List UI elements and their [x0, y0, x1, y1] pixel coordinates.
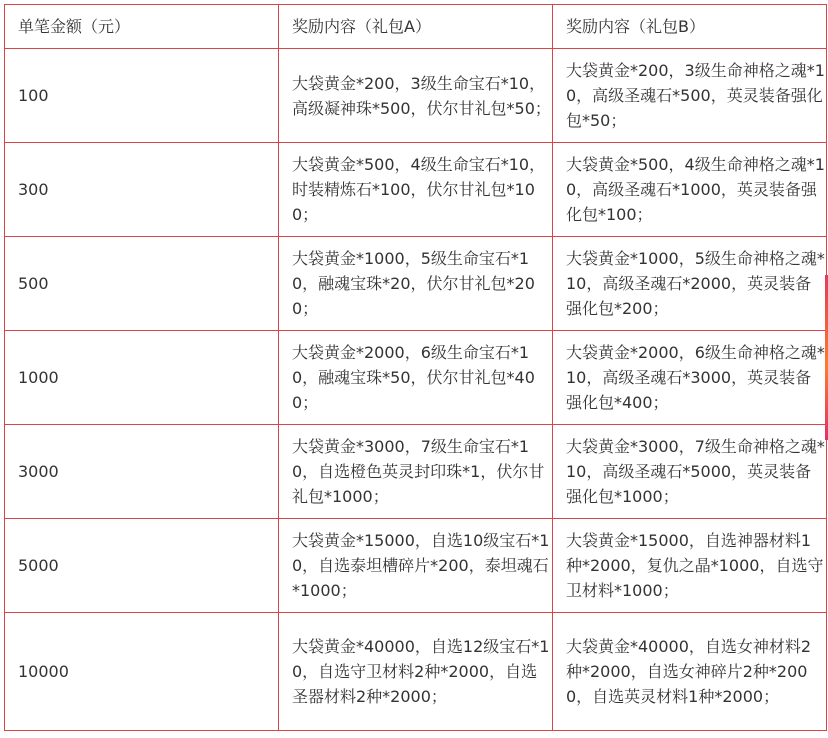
table-row [5, 331, 827, 425]
table-row [5, 425, 827, 519]
pack-b-cell: 大袋黄金*1000，5级生命神格之魂*10，高级圣魂石*2000，英灵装备强化包*200； [553, 237, 827, 331]
amount-cell: 5000 [5, 519, 279, 613]
pack-a-cell: 大袋黄金*500，4级生命宝石*10，时装精炼石*100，伏尔甘礼包*100； [279, 143, 553, 237]
pack-a-cell: 大袋黄金*200，3级生命宝石*10，高级凝神珠*500，伏尔甘礼包*50； [279, 49, 553, 143]
pack-b-cell: 大袋黄金*200，3级生命神格之魂*10，高级圣魂石*500，英灵装备强化包*50； [553, 49, 827, 143]
table-header-row [5, 5, 827, 49]
reward-table [4, 4, 827, 731]
table-row [5, 519, 827, 613]
pack-a-cell: 大袋黄金*15000，自选10级宝石*10，自选泰坦槽碎片*200，泰坦魂石*1000； [279, 519, 553, 613]
table-row [5, 613, 827, 731]
amount-cell: 10000 [5, 613, 279, 731]
pack-b-cell: 大袋黄金*2000，6级生命神格之魂*10，高级圣魂石*3000，英灵装备强化包*400； [553, 331, 827, 425]
table-row [5, 143, 827, 237]
pack-a-cell: 大袋黄金*1000，5级生命宝石*10，融魂宝珠*20，伏尔甘礼包*200； [279, 237, 553, 331]
table-row [5, 49, 827, 143]
pack-b-cell: 大袋黄金*3000，7级生命神格之魂*10，高级圣魂石*5000，英灵装备强化包*1000； [553, 425, 827, 519]
header-amount: 单笔金额（元） [5, 5, 279, 49]
amount-cell: 1000 [5, 331, 279, 425]
header-pack-b: 奖励内容（礼包B） [553, 5, 827, 49]
amount-cell: 100 [5, 49, 279, 143]
amount-cell: 500 [5, 237, 279, 331]
pack-a-cell: 大袋黄金*2000，6级生命宝石*10，融魂宝珠*50，伏尔甘礼包*400； [279, 331, 553, 425]
table-row [5, 237, 827, 331]
header-pack-a: 奖励内容（礼包A） [279, 5, 553, 49]
pack-b-cell: 大袋黄金*500，4级生命神格之魂*10，高级圣魂石*1000，英灵装备强化包*100； [553, 143, 827, 237]
amount-cell: 300 [5, 143, 279, 237]
pack-a-cell: 大袋黄金*3000，7级生命宝石*10，自选橙色英灵封印珠*1，伏尔甘礼包*1000； [279, 425, 553, 519]
pack-b-cell: 大袋黄金*40000，自选女神材料2种*2000，自选女神碎片2种*2000，自选英灵材料1种*2000； [553, 613, 827, 731]
pack-a-cell: 大袋黄金*40000，自选12级宝石*10，自选守卫材料2种*2000，自选圣器材料2种*2000； [279, 613, 553, 731]
pack-b-cell: 大袋黄金*15000，自选神器材料1种*2000，复仇之晶*1000，自选守卫材料*1000； [553, 519, 827, 613]
amount-cell: 3000 [5, 425, 279, 519]
